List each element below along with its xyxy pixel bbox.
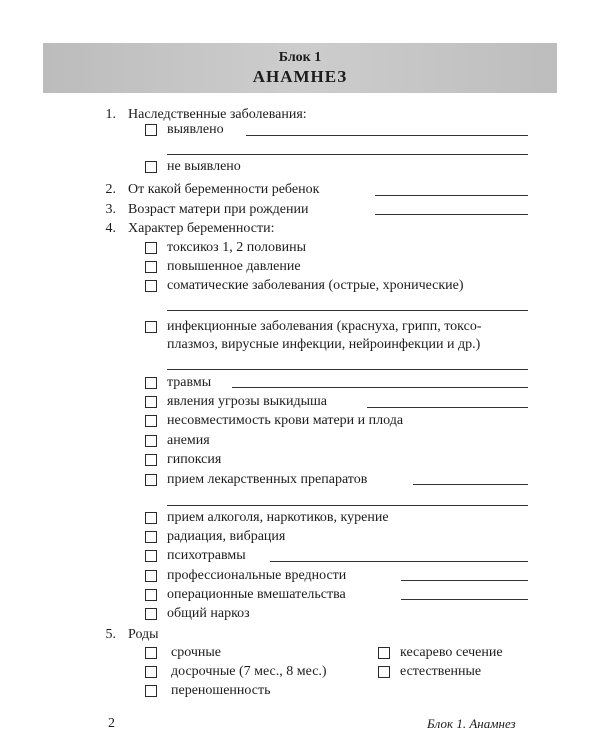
option-psychotrauma: психотравмы (167, 548, 246, 563)
option-surgery: операционные вмешательства (167, 587, 346, 602)
checkbox-infectious[interactable] (145, 321, 157, 333)
answer-line[interactable] (401, 580, 528, 581)
section-3-number: 3. (105, 202, 116, 217)
checkbox-anesthesia[interactable] (145, 608, 157, 620)
section-4-number: 4. (105, 221, 116, 236)
section-3-title: Возраст матери при рождении (128, 202, 309, 217)
option-hypoxia: гипоксия (167, 452, 222, 467)
option-infectious: инфекционные заболевания (краснуха, грипп, токсо- (167, 319, 482, 334)
checkbox-surgery[interactable] (145, 589, 157, 601)
section-1-number: 1. (105, 107, 116, 122)
option-infectious-cont: плазмоз, вирусные инфекции, нейроинфекции и др.) (167, 337, 481, 352)
answer-line[interactable] (270, 561, 528, 562)
option-cesarean: кесарево сечение (400, 645, 503, 660)
answer-line[interactable] (375, 214, 528, 215)
running-title: Блок 1. Анамнез (427, 716, 516, 731)
block-number: Блок 1 (278, 50, 322, 65)
checkbox-radiation[interactable] (145, 531, 157, 543)
option-blood-incompatibility: несовместимость крови матери и плода (167, 413, 404, 428)
section-2-number: 2. (105, 182, 116, 197)
option-alcohol: прием алкоголя, наркотиков, курение (167, 510, 389, 525)
answer-line[interactable] (167, 505, 528, 506)
checkbox-hypoxia[interactable] (145, 454, 157, 466)
checkbox-not-revealed[interactable] (145, 161, 157, 173)
block-title: АНАМНЕЗ (252, 67, 348, 86)
checkbox-alcohol[interactable] (145, 512, 157, 524)
section-5-title: Роды (128, 627, 159, 642)
section-2-title: От какой беременности ребенок (128, 182, 320, 197)
option-term: срочные (171, 645, 222, 660)
checkbox-revealed[interactable] (145, 124, 157, 136)
checkbox-postterm[interactable] (145, 685, 157, 697)
answer-line[interactable] (232, 387, 528, 388)
option-trauma: травмы (167, 375, 212, 390)
checkbox-psychotrauma[interactable] (145, 550, 157, 562)
section-4-title: Характер беременности: (128, 221, 275, 236)
option-preterm: досрочные (7 мес., 8 мес.) (171, 664, 327, 679)
answer-line[interactable] (246, 135, 528, 136)
checkbox-trauma[interactable] (145, 377, 157, 389)
answer-line[interactable] (167, 369, 528, 370)
option-natural: естественные (400, 664, 482, 679)
checkbox-term[interactable] (145, 647, 157, 659)
option-toxicosis: токсикоз 1, 2 половины (167, 240, 307, 255)
option-miscarriage: явления угрозы выкидыша (167, 394, 328, 409)
answer-line[interactable] (367, 407, 528, 408)
option-somatic: соматические заболевания (острые, хронические) (167, 278, 464, 293)
checkbox-blood-incompatibility[interactable] (145, 415, 157, 427)
checkbox-medication[interactable] (145, 474, 157, 486)
option-not-revealed: не выявлено (167, 159, 241, 174)
checkbox-cesarean[interactable] (378, 647, 390, 659)
block-header (43, 43, 557, 93)
answer-line[interactable] (401, 599, 528, 600)
checkbox-anemia[interactable] (145, 435, 157, 447)
page-number: 2 (108, 716, 115, 731)
section-5-number: 5. (105, 627, 116, 642)
checkbox-high-pressure[interactable] (145, 261, 157, 273)
option-postterm: переношенность (171, 683, 271, 698)
checkbox-toxicosis[interactable] (145, 242, 157, 254)
answer-line[interactable] (167, 310, 528, 311)
checkbox-somatic[interactable] (145, 280, 157, 292)
option-radiation: радиация, вибрация (167, 529, 286, 544)
option-high-pressure: повышенное давление (167, 259, 301, 274)
checkbox-preterm[interactable] (145, 666, 157, 678)
option-anesthesia: общий наркоз (167, 606, 250, 621)
answer-line[interactable] (413, 484, 528, 485)
checkbox-miscarriage[interactable] (145, 396, 157, 408)
checkbox-natural[interactable] (378, 666, 390, 678)
option-medication: прием лекарственных препаратов (167, 472, 368, 487)
option-anemia: анемия (167, 433, 210, 448)
option-occupational: профессиональные вредности (167, 568, 347, 583)
answer-line[interactable] (375, 195, 528, 196)
option-revealed: выявлено (167, 122, 224, 137)
answer-line[interactable] (167, 154, 528, 155)
checkbox-occupational[interactable] (145, 570, 157, 582)
section-1-title: Наследственные заболевания: (128, 107, 307, 122)
